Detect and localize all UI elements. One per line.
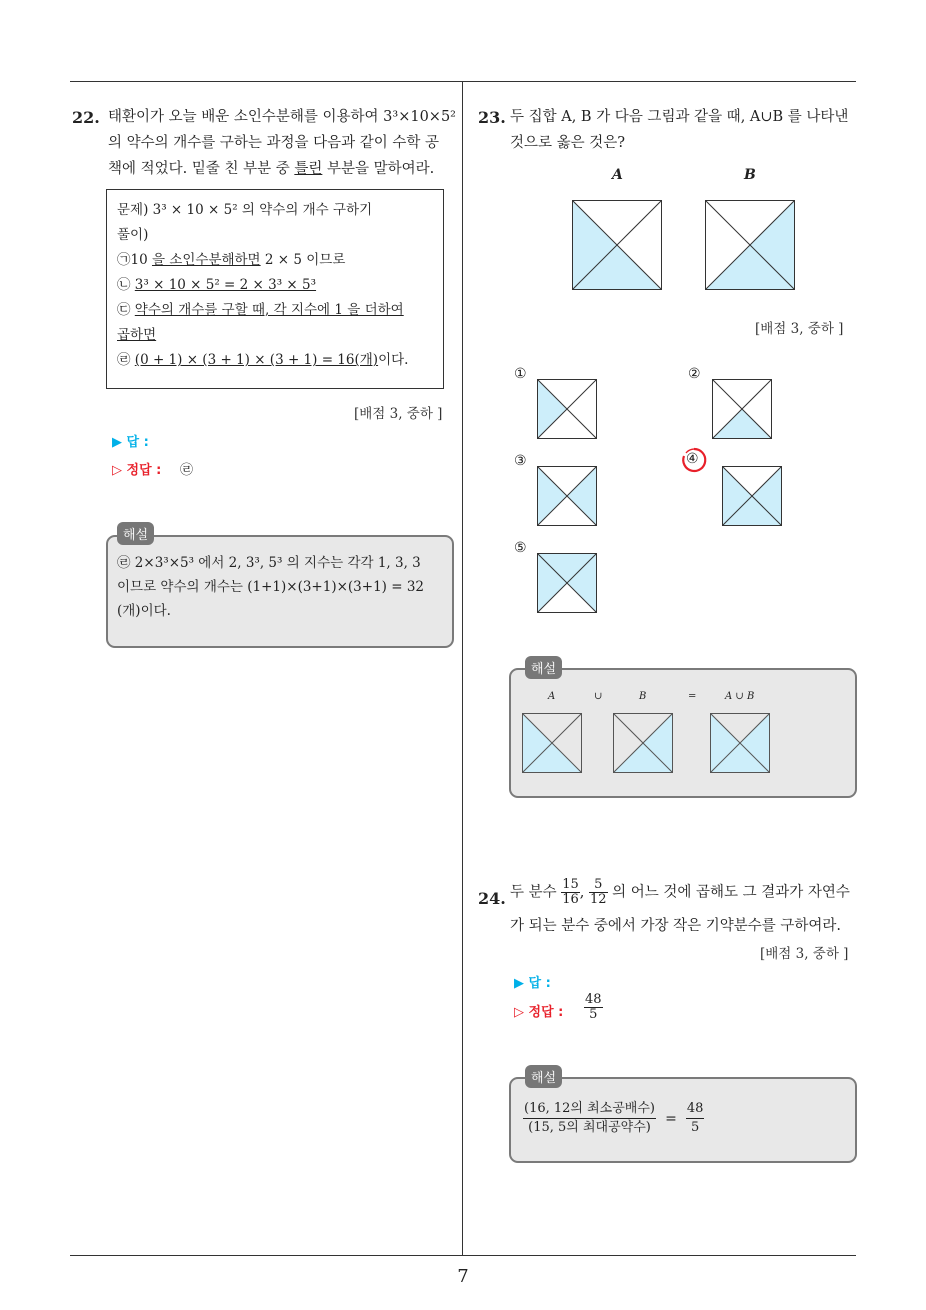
option-3-label[interactable]: ③ — [514, 453, 527, 469]
q22-line1: 태환이가 오늘 배운 소인수분해를 이용하여 3³×10×5² — [108, 109, 456, 125]
q22-line3-underline: 틀린 — [294, 161, 323, 177]
q24-answer-label: ▶ 답 : — [514, 976, 551, 991]
box-l7a: ㉣ — [117, 352, 135, 368]
expl-result-denominator: 5 — [691, 1120, 700, 1135]
q24-line1: 두 분수 $\frac{15}{16}$ , $\frac{5}{12}$ 의 어느 것에 곱해도 그 결과가 자연수 — [510, 877, 850, 907]
q22-explanation-text — [117, 551, 447, 623]
expl-label-b: B — [639, 691, 647, 702]
set-a-diagram — [572, 200, 662, 290]
q24-meta: [배점 3, 중하 ] — [760, 946, 849, 962]
q23-line2: 것으로 옳은 것은? — [510, 135, 626, 151]
box-l6: 곱하면 — [117, 327, 157, 343]
expl-fraction-1 — [523, 1100, 656, 1137]
set-a-label: A — [612, 167, 623, 183]
q23-explanation-tag: 해설 — [525, 656, 562, 679]
expl-label-a: A — [548, 691, 556, 702]
box-l3c: 2 × 5 이므로 — [260, 252, 346, 268]
expl-set-a-diagram — [522, 713, 582, 773]
box-l4a: ㉡ — [117, 277, 135, 293]
q22-explanation-tag: 해설 — [117, 522, 154, 545]
q22-number: 22. — [72, 108, 100, 127]
box-line1: 문제) 3³ × 10 × 5² 의 약수의 개수 구하기 — [117, 202, 373, 218]
q24-line2: 가 되는 분수 중에서 가장 작은 기약분수를 구하여라. — [510, 918, 842, 934]
correct-denominator: 5 — [589, 1007, 598, 1022]
option-4-label[interactable]: ④ — [686, 451, 699, 467]
q24-correct-label: ▷ 정답 : — [514, 1005, 564, 1020]
frac1-numerator: 15 — [562, 877, 579, 892]
box-l5b: 약수의 개수를 구할 때, 각 지수에 1 을 더하여 — [134, 302, 404, 318]
q24-fraction-2 — [589, 878, 608, 907]
set-b-label: B — [744, 167, 756, 183]
option-5-diagram[interactable] — [537, 553, 597, 613]
expl-union-diagram — [710, 713, 770, 773]
option-4-diagram[interactable] — [722, 466, 782, 526]
q24-explanation-formula — [523, 1100, 704, 1137]
q23-number: 23. — [478, 108, 506, 127]
q24-number: 24. — [478, 889, 506, 908]
expl-result-numerator: 48 — [686, 1100, 705, 1119]
frac2-denominator: 12 — [590, 892, 607, 907]
expl-denominator: (15, 5의 최대공약수) — [528, 1120, 651, 1135]
box-l5a: ㉢ — [117, 302, 135, 318]
frac2-numerator: 5 — [589, 878, 608, 893]
expl-set-b-diagram — [613, 713, 673, 773]
page-number: 7 — [457, 1266, 469, 1287]
box-l3b: 을 소인수분해하면 — [151, 252, 261, 268]
q24-correct-value — [584, 993, 603, 1022]
q22-expl-line2: 이므로 약수의 개수는 (1+1)×(3+1)×(3+1) = 32 — [117, 579, 425, 595]
option-3-diagram[interactable] — [537, 466, 597, 526]
q22-answer-label: ▶ 답 : — [112, 435, 149, 450]
expl-label-equals: = — [688, 691, 697, 702]
q23-line1: 두 집합 A, B 가 다음 그림과 같을 때, A∪B 를 나타낸 — [510, 109, 849, 125]
q22-correct-value: ㉣ — [180, 463, 194, 478]
column-divider — [462, 82, 463, 1255]
box-line7 — [117, 348, 443, 373]
option-1-diagram[interactable] — [537, 379, 597, 439]
q22-expl-line3: (개)이다. — [117, 603, 171, 619]
expl-label-aub: A ∪ B — [725, 691, 755, 702]
box-l3a: ㉠10 — [117, 252, 152, 268]
box-line5 — [117, 298, 443, 323]
q22-line3 — [108, 156, 458, 182]
expl-fraction-2 — [686, 1100, 705, 1137]
q22-expl-line1: ㉣ 2×3³×5³ 에서 2, 3³, 5³ 의 지수는 각각 1, 3, 3 — [117, 555, 421, 571]
q24-correct-fraction — [584, 993, 603, 1022]
expl-label-union: ∪ — [594, 691, 603, 702]
q22-correct-label: ▷ 정답 : — [112, 463, 162, 478]
q23-text — [510, 104, 860, 156]
correct-numerator: 48 — [585, 992, 602, 1007]
box-line6 — [117, 323, 443, 348]
q22-line3c: 부분을 말하여라. — [322, 161, 435, 177]
q22-meta: [배점 3, 중하 ] — [354, 406, 443, 422]
frac1-denominator: 16 — [562, 892, 579, 907]
q24-text — [510, 878, 860, 936]
expl-equals: = — [665, 1110, 677, 1127]
set-b-diagram — [705, 200, 795, 290]
q23-meta: [배점 3, 중하 ] — [755, 321, 844, 337]
q24-fraction-1 — [561, 878, 580, 907]
box-line4 — [117, 273, 443, 298]
box-l4b: 3³ × 10 × 5² = 2 × 3³ × 5³ — [134, 277, 317, 293]
box-l7c: 이다. — [378, 352, 409, 368]
box-line2: 풀이) — [117, 227, 149, 243]
q24-text-a: 두 분수 — [510, 884, 557, 901]
q22-text — [108, 104, 458, 182]
q22-line2: 의 약수의 개수를 구하는 과정을 다음과 같이 수학 공 — [108, 135, 440, 151]
option-2-label[interactable]: ② — [688, 366, 701, 382]
option-1-label[interactable]: ① — [514, 366, 527, 382]
box-line3 — [117, 248, 443, 273]
q24-text-b: 의 어느 것에 곱해도 그 결과가 자연수 — [612, 884, 850, 901]
box-l7b: (0 + 1) × (3 + 1) × (3 + 1) = 16(개) — [134, 352, 379, 368]
top-rule — [70, 81, 856, 82]
q22-problem-box — [106, 189, 444, 389]
option-2-diagram[interactable] — [712, 379, 772, 439]
option-5-label[interactable]: ⑤ — [514, 540, 527, 556]
expl-numerator: (16, 12의 최소공배수) — [523, 1100, 656, 1119]
q24-explanation-tag: 해설 — [525, 1065, 562, 1088]
q22-line3a: 책에 적었다. 밑줄 친 부분 중 — [108, 161, 295, 177]
bottom-rule — [70, 1255, 856, 1256]
